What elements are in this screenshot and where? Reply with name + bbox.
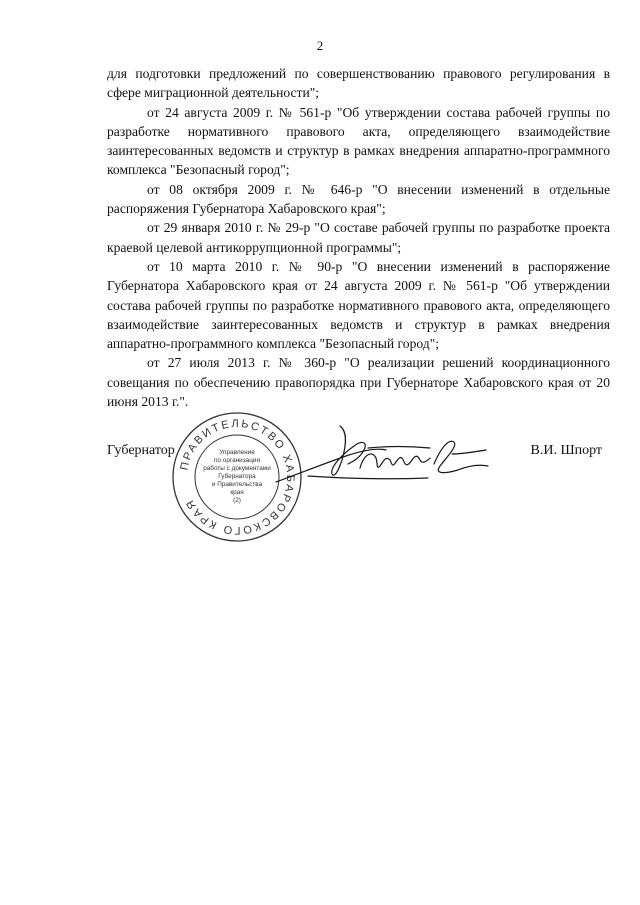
paragraph: от 29 января 2010 г. № 29-р "О составе рабочей группы по разработке проекта краевой целевой антикоррупционной программы"; (107, 220, 610, 255)
handwritten-signature (268, 420, 494, 496)
paragraph: для подготовки предложений по совершенствованию правового регулирования в сфере миграционной деятельности"; (107, 66, 610, 101)
seal-inner-line: и Правительства (211, 481, 263, 488)
seal-inner-line: работы с документами (203, 465, 271, 472)
seal-inner-line: Управление (219, 449, 255, 456)
page-number: 2 (316, 38, 324, 53)
seal-outer-text: ПРАВИТЕЛЬСТВО ХАБАРОВСКОГО КРАЯ (178, 417, 297, 537)
seal-inner-line: Губернатора (218, 473, 256, 480)
signatory-title: Губернатор (107, 443, 175, 458)
seal-inner-line: (2) (233, 497, 241, 504)
signatory-name: В.И. Шпорт (530, 443, 602, 458)
seal-inner-line: по организации (213, 457, 261, 464)
seal-inner-line: края (230, 489, 244, 496)
paragraph: от 10 марта 2010 г. № 90-р "О внесении изменений в распоряжение Губернатора Хабаровского края от 24 августа 2009 г. № 561-р "Об утверждении состава рабочей группы по разработке нормативного правового акта, определяющего взаимодействие заинтересованных ведомств и структур в рамках внедрения аппаратно-программного комплекса "Безопасный город"; (107, 258, 610, 352)
paragraph: от 27 июля 2013 г. № 360-р "О реализации решений координационного совещания по обеспечению правопорядка при Губернаторе Хабаровского края от 20 июня 2013 г.". (107, 355, 610, 410)
paragraph: от 08 октября 2009 г. № 646-р "О внесении изменений в отдельные распоряжения Губернатора Хабаровского края"; (107, 181, 610, 217)
paragraph: от 24 августа 2009 г. № 561-р "Об утверждении состава рабочей группы по разработке нормативного правового акта, определяющего взаимодействие заинтересованных ведомств и структур в рамках внедрения аппаратно-программного комплекса "Безопасный город"; (107, 104, 610, 178)
